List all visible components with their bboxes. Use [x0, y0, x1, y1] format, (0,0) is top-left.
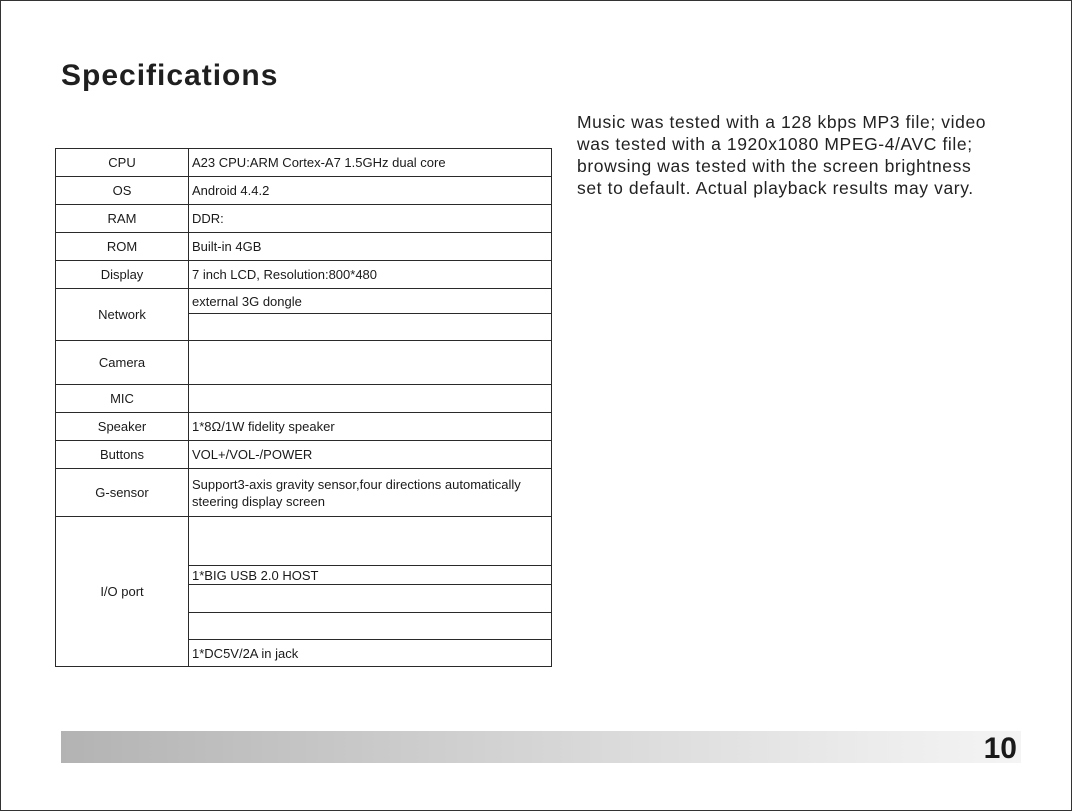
spec-value-buttons: VOL+/VOL-/POWER [189, 441, 552, 469]
spec-row-buttons [56, 441, 552, 469]
spec-value-io-1 [189, 517, 552, 566]
spec-value-speaker: 1*8Ω/1W fidelity speaker [189, 413, 552, 441]
spec-value-os: Android 4.4.2 [189, 177, 552, 205]
spec-value-io-2: 1*BIG USB 2.0 HOST [189, 566, 552, 585]
spec-row-network [56, 289, 552, 314]
spec-value-network-2 [189, 314, 552, 341]
spec-value-gsensor: Support3-axis gravity sensor,four directions automatically steering display screen [189, 469, 552, 517]
page-number: 10 [983, 732, 1017, 765]
spec-row-camera [56, 341, 552, 385]
spec-table [55, 148, 552, 667]
spec-value-mic [189, 385, 552, 413]
spec-label-mic: MIC [56, 385, 189, 413]
spec-row-gsensor [56, 469, 552, 517]
playback-notes: Music was tested with a 128 kbps MP3 file; video was tested with a 1920x1080 MPEG-4/AVC file; browsing was tested with the screen brightness set to default. Actual playback results may vary. [577, 112, 987, 198]
spec-value-rom: Built-in 4GB [189, 233, 552, 261]
spec-value-cpu: A23 CPU:ARM Cortex-A7 1.5GHz dual core [189, 149, 552, 177]
spec-row-ram [56, 205, 552, 233]
spec-value-io-5: 1*DC5V/2A in jack [189, 640, 552, 667]
spec-value-network-1: external 3G dongle [189, 289, 552, 314]
spec-label-io: I/O port [56, 517, 189, 667]
spec-row-cpu [56, 149, 552, 177]
spec-value-io-3 [189, 585, 552, 613]
spec-label-camera: Camera [56, 341, 189, 385]
spec-label-network: Network [56, 289, 189, 341]
spec-label-cpu: CPU [56, 149, 189, 177]
footer-bar [61, 731, 1021, 763]
spec-row-os [56, 177, 552, 205]
spec-value-display: 7 inch LCD, Resolution:800*480 [189, 261, 552, 289]
spec-label-gsensor: G-sensor [56, 469, 189, 517]
spec-label-rom: ROM [56, 233, 189, 261]
spec-row-io [56, 517, 552, 566]
spec-label-speaker: Speaker [56, 413, 189, 441]
spec-row-display [56, 261, 552, 289]
spec-label-display: Display [56, 261, 189, 289]
spec-row-speaker [56, 413, 552, 441]
spec-row-mic [56, 385, 552, 413]
spec-row-rom [56, 233, 552, 261]
spec-value-ram: DDR: [189, 205, 552, 233]
spec-value-camera [189, 341, 552, 385]
page-title: Specifications [61, 59, 279, 92]
spec-value-io-4 [189, 613, 552, 640]
spec-label-ram: RAM [56, 205, 189, 233]
spec-label-os: OS [56, 177, 189, 205]
spec-label-buttons: Buttons [56, 441, 189, 469]
